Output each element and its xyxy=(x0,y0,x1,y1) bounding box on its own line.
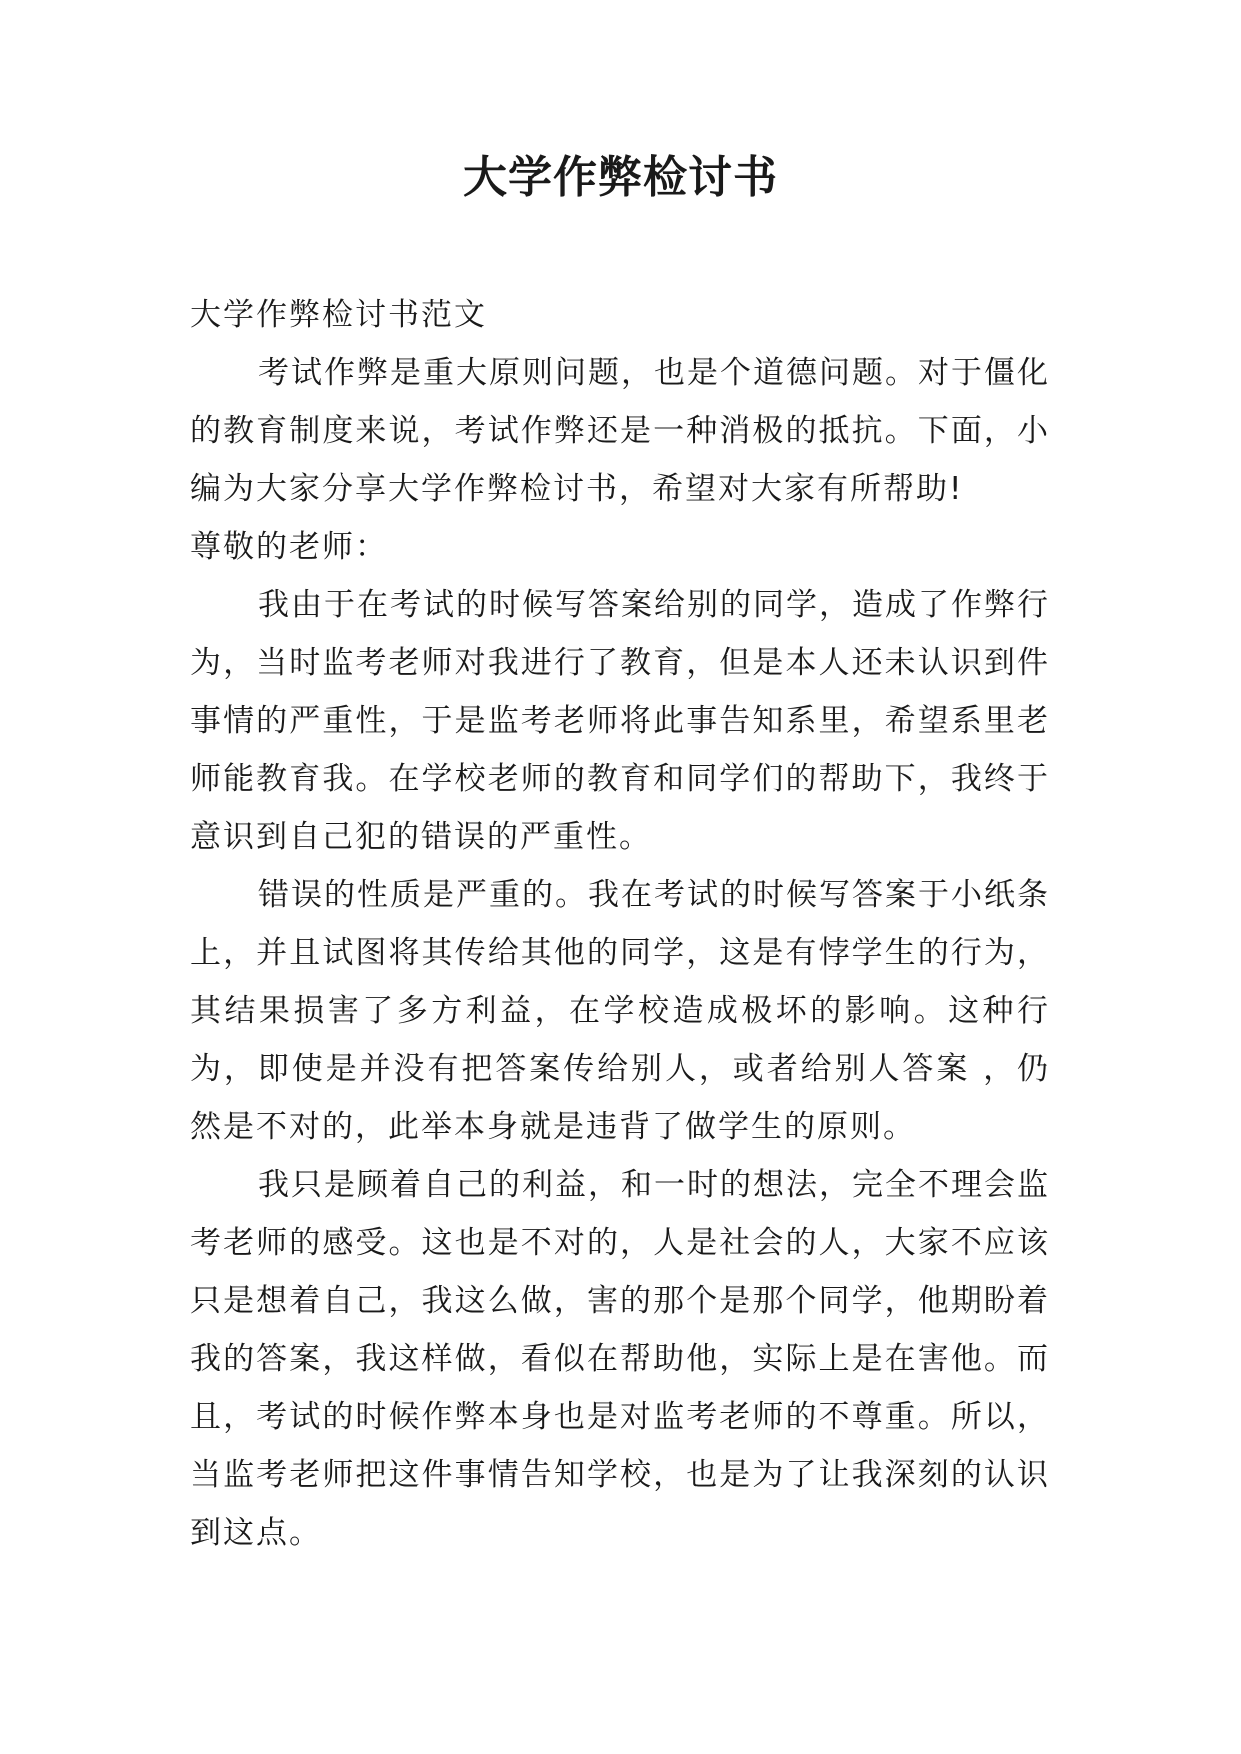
salutation: 尊敬的老师： xyxy=(190,529,388,565)
document-title: 大学作弊检讨书 xyxy=(463,152,778,203)
subtitle-line: 大学作弊检讨书范文 xyxy=(190,297,487,333)
document-body xyxy=(190,286,1050,1562)
intro-paragraph: 考试作弊是重大原则问题，也是个道德问题。对于僵化的教育制度来说，考试作弊还是一种消极的抵抗。下面，小编为大家分享大学作弊检讨书，希望对大家有所帮助! xyxy=(190,355,1050,507)
body-paragraph-2: 错误的性质是严重的。我在考试的时候写答案于小纸条上，并且试图将其传给其他的同学，这是有悖学生的行为，其结果损害了多方利益，在学校造成极坏的影响。这种行为，即使是并没有把答案传给别人，或者给别人答案 ，仍然是不对的，此举本身就是违背了做学生的原则。 xyxy=(190,877,1050,1145)
body-paragraph-3: 我只是顾着自己的利益，和一时的想法，完全不理会监考老师的感受。这也是不对的，人是社会的人，大家不应该只是想着自己，我这么做，害的那个是那个同学，他期盼着我的答案，我这样做，看似在帮助他，实际上是在害他。而且，考试的时候作弊本身也是对监考老师的不尊重。所以，当监考老师把这件事情告知学校，也是为了让我深刻的认识到这点。 xyxy=(190,1167,1050,1551)
body-paragraph-1: 我由于在考试的时候写答案给别的同学，造成了作弊行为，当时监考老师对我进行了教育，但是本人还未认识到件事情的严重性，于是监考老师将此事告知系里，希望系里老师能教育我。在学校老师的教育和同学们的帮助下，我终于意识到自己犯的错误的严重性。 xyxy=(190,587,1050,855)
